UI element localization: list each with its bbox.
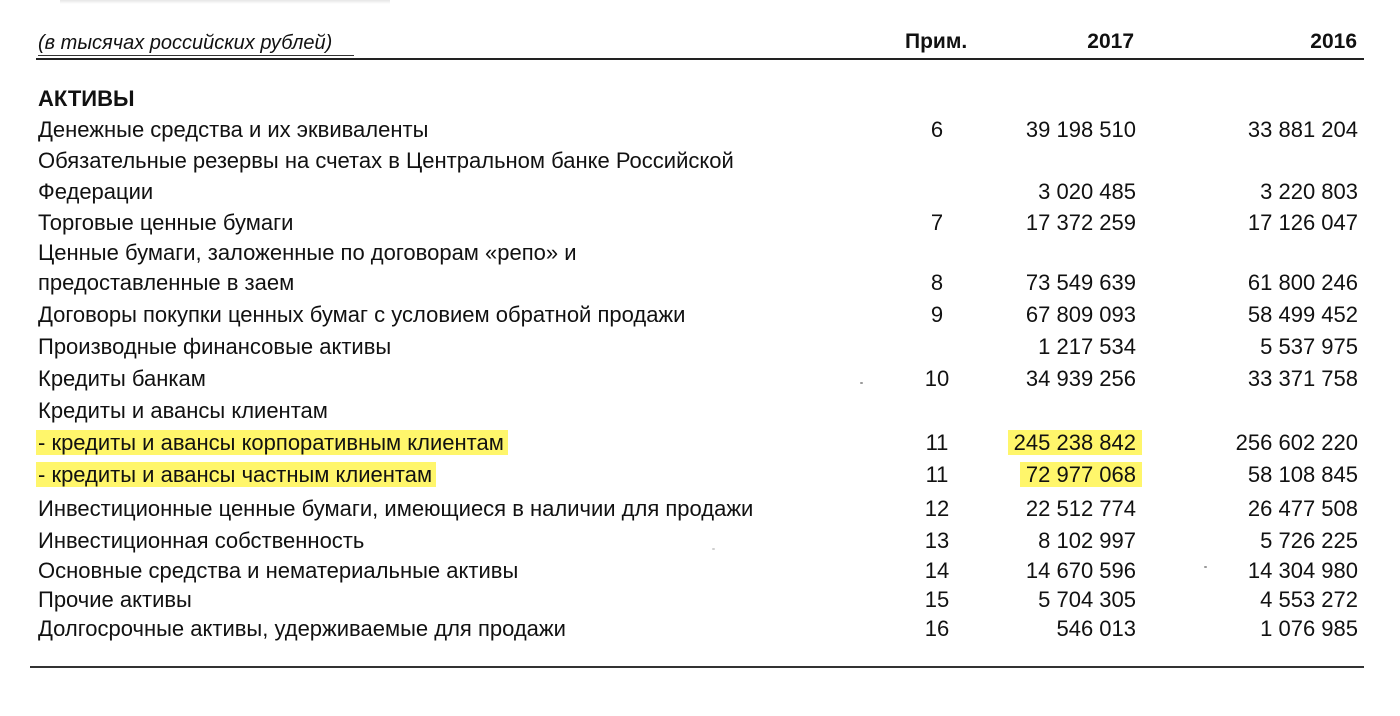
- table-row: [0, 177, 1400, 207]
- table-row: [0, 268, 1400, 298]
- row-value-2017: 39 198 510: [1025, 117, 1136, 142]
- row-value-2017: 546 013: [1056, 616, 1136, 641]
- table-row: [0, 585, 1400, 615]
- scan-edge-shade: [60, 0, 390, 4]
- row-value-2016: 33 371 758: [1247, 366, 1358, 391]
- table-row: [0, 208, 1400, 238]
- units-caption: (в тысячах российских рублей): [38, 32, 333, 54]
- row-value-2016: 3 220 803: [1260, 179, 1358, 204]
- row-label: Торговые ценные бумаги: [38, 210, 294, 235]
- table-row: [0, 300, 1400, 330]
- row-note: 14: [924, 558, 950, 583]
- row-label: Инвестиционные ценные бумаги, имеющиеся в наличии для продажи: [38, 496, 754, 521]
- row-value-2016: 33 881 204: [1247, 117, 1358, 142]
- table-row: [0, 115, 1400, 145]
- row-note: 10: [924, 366, 950, 391]
- highlighted-value: 245 238 842: [1008, 430, 1142, 455]
- table-row: [0, 556, 1400, 586]
- row-value-2017: 22 512 774: [1025, 496, 1136, 521]
- row-value-2016: 5 537 975: [1260, 334, 1358, 359]
- row-label: [38, 428, 508, 458]
- row-value-2017: 1 217 534: [1038, 334, 1136, 359]
- row-label: Обязательные резервы на счетах в Центральном банке Российской: [38, 148, 734, 173]
- row-note: 13: [924, 528, 950, 553]
- row-value-2017: 34 939 256: [1025, 366, 1136, 391]
- row-label: Прочие активы: [38, 587, 192, 612]
- row-value-2016: 26 477 508: [1247, 496, 1358, 521]
- row-label: Денежные средства и их эквиваленты: [38, 117, 429, 142]
- row-label: Кредиты и авансы клиентам: [38, 398, 328, 423]
- row-label: Ценные бумаги, заложенные по договорам «репо» и: [38, 240, 577, 265]
- row-value-2017: 14 670 596: [1025, 558, 1136, 583]
- table-row: [0, 146, 1400, 176]
- table-row: [0, 614, 1400, 644]
- row-value-2016: 4 553 272: [1260, 587, 1358, 612]
- highlighted-value: 72 977 068: [1020, 462, 1142, 487]
- row-label: Производные финансовые активы: [38, 334, 392, 359]
- header-rule: [36, 58, 1364, 60]
- row-value-2017: 3 020 485: [1038, 179, 1136, 204]
- row-note: 11: [925, 462, 949, 487]
- row-label: Договоры покупки ценных бумаг с условием обратной продажи: [38, 302, 686, 327]
- row-value-2016: 58 499 452: [1247, 302, 1358, 327]
- units-underline: [38, 55, 354, 56]
- footer-rule: [30, 666, 1364, 668]
- scan-speck: [1204, 566, 1207, 568]
- row-note: 11: [925, 430, 949, 455]
- table-row: [0, 526, 1400, 556]
- row-value-2016: 61 800 246: [1247, 270, 1358, 295]
- row-value-2017: [1020, 460, 1136, 490]
- scan-speck: [860, 382, 863, 384]
- row-note: 7: [930, 210, 944, 235]
- table-row: [0, 494, 1400, 524]
- scan-speck: [712, 548, 715, 550]
- row-value-2017: 8 102 997: [1038, 528, 1136, 553]
- row-value-2016: 17 126 047: [1247, 210, 1358, 235]
- row-label: предоставленные в заем: [38, 270, 295, 295]
- row-value-2016: 5 726 225: [1260, 528, 1358, 553]
- table-row: [0, 332, 1400, 362]
- note-column-header: Прим.: [905, 30, 968, 53]
- row-note: 15: [924, 587, 950, 612]
- row-value-2017: 67 809 093: [1025, 302, 1136, 327]
- row-label: Кредиты банкам: [38, 366, 206, 391]
- table-row-highlighted: [0, 460, 1400, 490]
- highlighted-label: - кредиты и авансы частным клиентам: [36, 462, 436, 487]
- highlighted-label: - кредиты и авансы корпоративным клиентам: [36, 430, 508, 455]
- row-value-2016: 14 304 980: [1247, 558, 1358, 583]
- row-note: 12: [924, 496, 950, 521]
- row-label: [38, 460, 436, 490]
- row-value-2016: 58 108 845: [1247, 462, 1358, 487]
- table-row: [0, 396, 1400, 426]
- row-note: 6: [930, 117, 944, 142]
- row-label: Основные средства и нематериальные активы: [38, 558, 519, 583]
- row-label: Инвестиционная собственность: [38, 528, 365, 553]
- table-header: [0, 30, 1400, 58]
- row-value-2017: [1008, 428, 1136, 458]
- year-2016-header: 2016: [1310, 30, 1357, 53]
- row-note: 9: [930, 302, 944, 327]
- table-row: [0, 364, 1400, 394]
- table-row-highlighted: [0, 428, 1400, 458]
- row-value-2016: 256 602 220: [1235, 430, 1358, 455]
- table-row: [0, 238, 1400, 268]
- row-value-2017: 5 704 305: [1038, 587, 1136, 612]
- row-value-2017: 17 372 259: [1025, 210, 1136, 235]
- year-2017-header: 2017: [1087, 30, 1134, 53]
- row-value-2016: 1 076 985: [1260, 616, 1358, 641]
- row-note: 8: [930, 270, 944, 295]
- row-note: 16: [924, 616, 950, 641]
- row-value-2017: 73 549 639: [1025, 270, 1136, 295]
- row-label: Федерации: [38, 179, 154, 204]
- section-title-assets: АКТИВЫ: [38, 86, 135, 111]
- row-label: Долгосрочные активы, удерживаемые для продажи: [38, 616, 566, 641]
